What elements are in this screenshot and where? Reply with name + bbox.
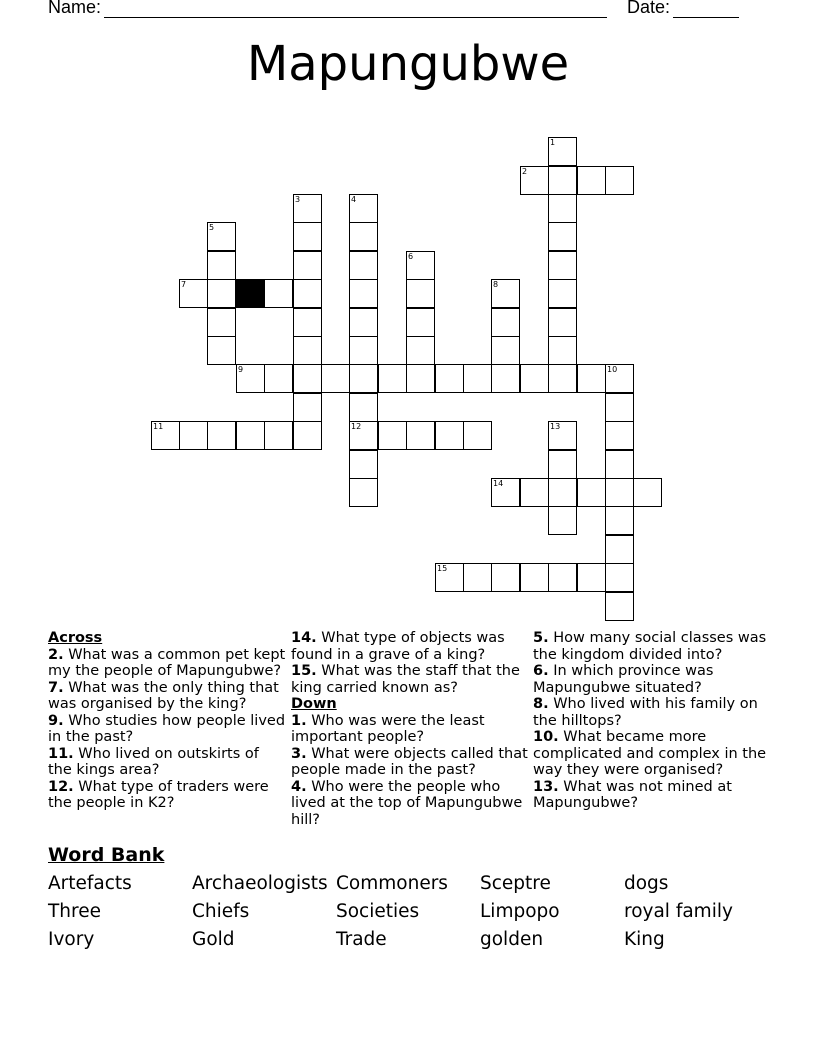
clue-number: 4 xyxy=(351,195,357,204)
clue-across-15: 15. What was the staff that the king carried known as? xyxy=(291,663,520,696)
clue-down-10: 10. What became more complicated and complex in the way they were organised? xyxy=(533,729,767,778)
grid-cell[interactable] xyxy=(179,421,208,450)
grid-cell[interactable] xyxy=(151,421,180,450)
clue-number: 11 xyxy=(153,422,164,431)
grid-cell[interactable] xyxy=(548,478,577,507)
grid-cell[interactable] xyxy=(548,506,577,535)
grid-cell[interactable] xyxy=(491,308,520,337)
clue-number: 6 xyxy=(408,252,414,261)
grid-cell[interactable] xyxy=(207,308,236,337)
clue-down-8: 8. Who lived with his family on the hilltops? xyxy=(533,696,758,729)
word-bank-item: King xyxy=(624,929,665,950)
grid-cell[interactable] xyxy=(207,336,236,365)
grid-cell[interactable] xyxy=(406,364,435,393)
grid-cell[interactable] xyxy=(264,279,293,308)
clues-column-2 xyxy=(291,630,529,828)
grid-cell[interactable] xyxy=(548,251,577,280)
clue-down-5: 5. How many social classes was the kingdom divided into? xyxy=(533,630,767,663)
grid-cell[interactable] xyxy=(321,364,350,393)
grid-cell[interactable] xyxy=(293,393,322,422)
clue-down-3: 3. What were objects called that people made in the past? xyxy=(291,745,528,778)
grid-cell[interactable] xyxy=(548,222,577,251)
word-bank-item: royal family xyxy=(624,901,733,922)
grid-cell[interactable] xyxy=(293,279,322,308)
clues-column-3 xyxy=(533,630,771,812)
grid-cell[interactable] xyxy=(491,563,520,592)
grid-cell[interactable] xyxy=(633,478,662,507)
grid-cell[interactable] xyxy=(463,563,492,592)
header xyxy=(0,0,816,24)
grid-cell[interactable] xyxy=(548,450,577,479)
grid-cell[interactable] xyxy=(406,308,435,337)
grid-cell[interactable] xyxy=(349,421,378,450)
clue-number: 15 xyxy=(437,564,448,573)
clue-number: 9 xyxy=(238,365,244,374)
grid-cell[interactable] xyxy=(605,364,634,393)
grid-cell[interactable] xyxy=(548,279,577,308)
grid-cell[interactable] xyxy=(293,336,322,365)
word-bank-item: Three xyxy=(48,901,101,922)
grid-cell[interactable] xyxy=(264,364,293,393)
grid-cell[interactable] xyxy=(207,421,236,450)
word-bank-item: dogs xyxy=(624,873,669,894)
clue-across-2: 2. What was a common pet kept my the people of Mapungubwe? xyxy=(48,646,286,679)
grid-cell[interactable] xyxy=(406,421,435,450)
grid-cell[interactable] xyxy=(548,308,577,337)
clue-down-6: 6. In which province was Mapungubwe situated? xyxy=(533,663,714,696)
grid-cell[interactable] xyxy=(605,535,634,564)
grid-cell[interactable] xyxy=(577,166,606,195)
clue-number: 13 xyxy=(550,422,561,431)
grid-cell[interactable] xyxy=(435,364,464,393)
clue-across-11: 11. Who lived on outskirts of the kings area? xyxy=(48,745,259,778)
word-bank-item: Archaeologists xyxy=(192,873,328,894)
grid-cell[interactable] xyxy=(548,166,577,195)
grid-cell[interactable] xyxy=(236,364,265,393)
clue-across-12: 12. What type of traders were the people in K2? xyxy=(48,778,269,811)
grid-cell[interactable] xyxy=(349,222,378,251)
grid-cell[interactable] xyxy=(463,364,492,393)
clue-down-1: 1. Who was were the least important people? xyxy=(291,712,485,745)
grid-cell[interactable] xyxy=(435,421,464,450)
grid-cell[interactable] xyxy=(491,336,520,365)
grid-cell[interactable] xyxy=(548,194,577,223)
clue-number: 8 xyxy=(493,280,499,289)
grid-cell[interactable] xyxy=(491,478,520,507)
grid-cell[interactable] xyxy=(520,166,549,195)
word-bank-item: Ivory xyxy=(48,929,95,950)
grid-cell[interactable] xyxy=(605,592,634,621)
clue-number: 10 xyxy=(607,365,618,374)
clues-column-1 xyxy=(48,630,286,812)
grid-cell[interactable] xyxy=(605,166,634,195)
grid-cell[interactable] xyxy=(378,364,407,393)
word-bank-item: Trade xyxy=(336,929,387,950)
grid-cell[interactable] xyxy=(293,222,322,251)
date-label: Date: xyxy=(627,0,671,17)
grid-cell[interactable] xyxy=(605,563,634,592)
grid-cell[interactable] xyxy=(236,421,265,450)
word-bank-item: Sceptre xyxy=(480,873,551,894)
grid-cell[interactable] xyxy=(605,393,634,422)
grid-cell[interactable] xyxy=(406,279,435,308)
grid-cell[interactable] xyxy=(520,478,549,507)
grid-cell[interactable] xyxy=(491,279,520,308)
clue-down-4: 4. Who were the people who lived at the top of Mapungubwe hill? xyxy=(291,778,523,828)
name-label: Name: xyxy=(48,0,102,17)
clue-number: 3 xyxy=(295,195,301,204)
grid-cell[interactable] xyxy=(349,478,378,507)
grid-cell[interactable] xyxy=(293,308,322,337)
grid-cell[interactable] xyxy=(378,421,407,450)
grid-cell[interactable] xyxy=(463,421,492,450)
grid-cell[interactable] xyxy=(349,251,378,280)
grid-cell[interactable] xyxy=(605,421,634,450)
word-bank-item: Artefacts xyxy=(48,873,132,894)
grid-cell[interactable] xyxy=(605,478,634,507)
word-bank-title: Word Bank xyxy=(48,844,165,866)
clue-across-7: 7. What was the only thing that was organised by the king? xyxy=(48,679,279,712)
name-field[interactable] xyxy=(104,17,607,18)
grid-cell[interactable] xyxy=(491,364,520,393)
clue-number: 14 xyxy=(493,479,504,488)
grid-cell[interactable] xyxy=(406,336,435,365)
grid-cell[interactable] xyxy=(349,336,378,365)
grid-cell[interactable] xyxy=(548,137,577,166)
grid-cell[interactable] xyxy=(548,563,577,592)
grid-cell[interactable] xyxy=(605,506,634,535)
page-title: Mapungubwe xyxy=(246,36,570,92)
grid-cell[interactable] xyxy=(435,563,464,592)
grid-cell[interactable] xyxy=(548,364,577,393)
word-bank-item: Commoners xyxy=(336,873,448,894)
grid-cell[interactable] xyxy=(548,336,577,365)
clue-across-14: 14. What type of objects was found in a grave of a king? xyxy=(291,630,505,663)
grid-cell[interactable] xyxy=(349,450,378,479)
grid-cell[interactable] xyxy=(349,194,378,223)
grid-cell[interactable] xyxy=(520,364,549,393)
grid-block xyxy=(236,279,265,308)
grid-cell[interactable] xyxy=(520,563,549,592)
clue-number: 5 xyxy=(209,223,215,232)
grid-cell[interactable] xyxy=(577,563,606,592)
clue-number: 2 xyxy=(522,167,528,176)
grid-cell[interactable] xyxy=(349,364,378,393)
grid-cell[interactable] xyxy=(207,251,236,280)
date-field[interactable] xyxy=(673,17,739,18)
down-heading: Down xyxy=(291,696,337,712)
word-bank-item: Chiefs xyxy=(192,901,250,922)
clue-number: 1 xyxy=(550,138,556,147)
word-bank-item: Societies xyxy=(336,901,420,922)
grid-cell[interactable] xyxy=(293,364,322,393)
word-bank-item: Gold xyxy=(192,929,235,950)
grid-cell[interactable] xyxy=(207,222,236,251)
grid-cell[interactable] xyxy=(179,279,208,308)
clue-down-13: 13. What was not mined at Mapungubwe? xyxy=(533,778,732,811)
word-bank-item: golden xyxy=(480,929,544,950)
grid-cell[interactable] xyxy=(207,279,236,308)
clue-number: 12 xyxy=(351,422,362,431)
grid-cell[interactable] xyxy=(264,421,293,450)
grid-cell[interactable] xyxy=(605,450,634,479)
clue-number: 7 xyxy=(181,280,187,289)
grid-cell[interactable] xyxy=(293,194,322,223)
across-heading: Across xyxy=(48,630,103,646)
grid-cell[interactable] xyxy=(349,279,378,308)
word-bank-item: Limpopo xyxy=(480,901,560,922)
grid-cell[interactable] xyxy=(293,421,322,450)
grid-cell[interactable] xyxy=(349,308,378,337)
grid-cell[interactable] xyxy=(577,364,606,393)
grid-cell[interactable] xyxy=(406,251,435,280)
clue-across-9: 9. Who studies how people lived in the past? xyxy=(48,712,286,745)
grid-cell[interactable] xyxy=(577,478,606,507)
grid-cell[interactable] xyxy=(349,393,378,422)
grid-cell[interactable] xyxy=(548,421,577,450)
grid-cell[interactable] xyxy=(293,251,322,280)
